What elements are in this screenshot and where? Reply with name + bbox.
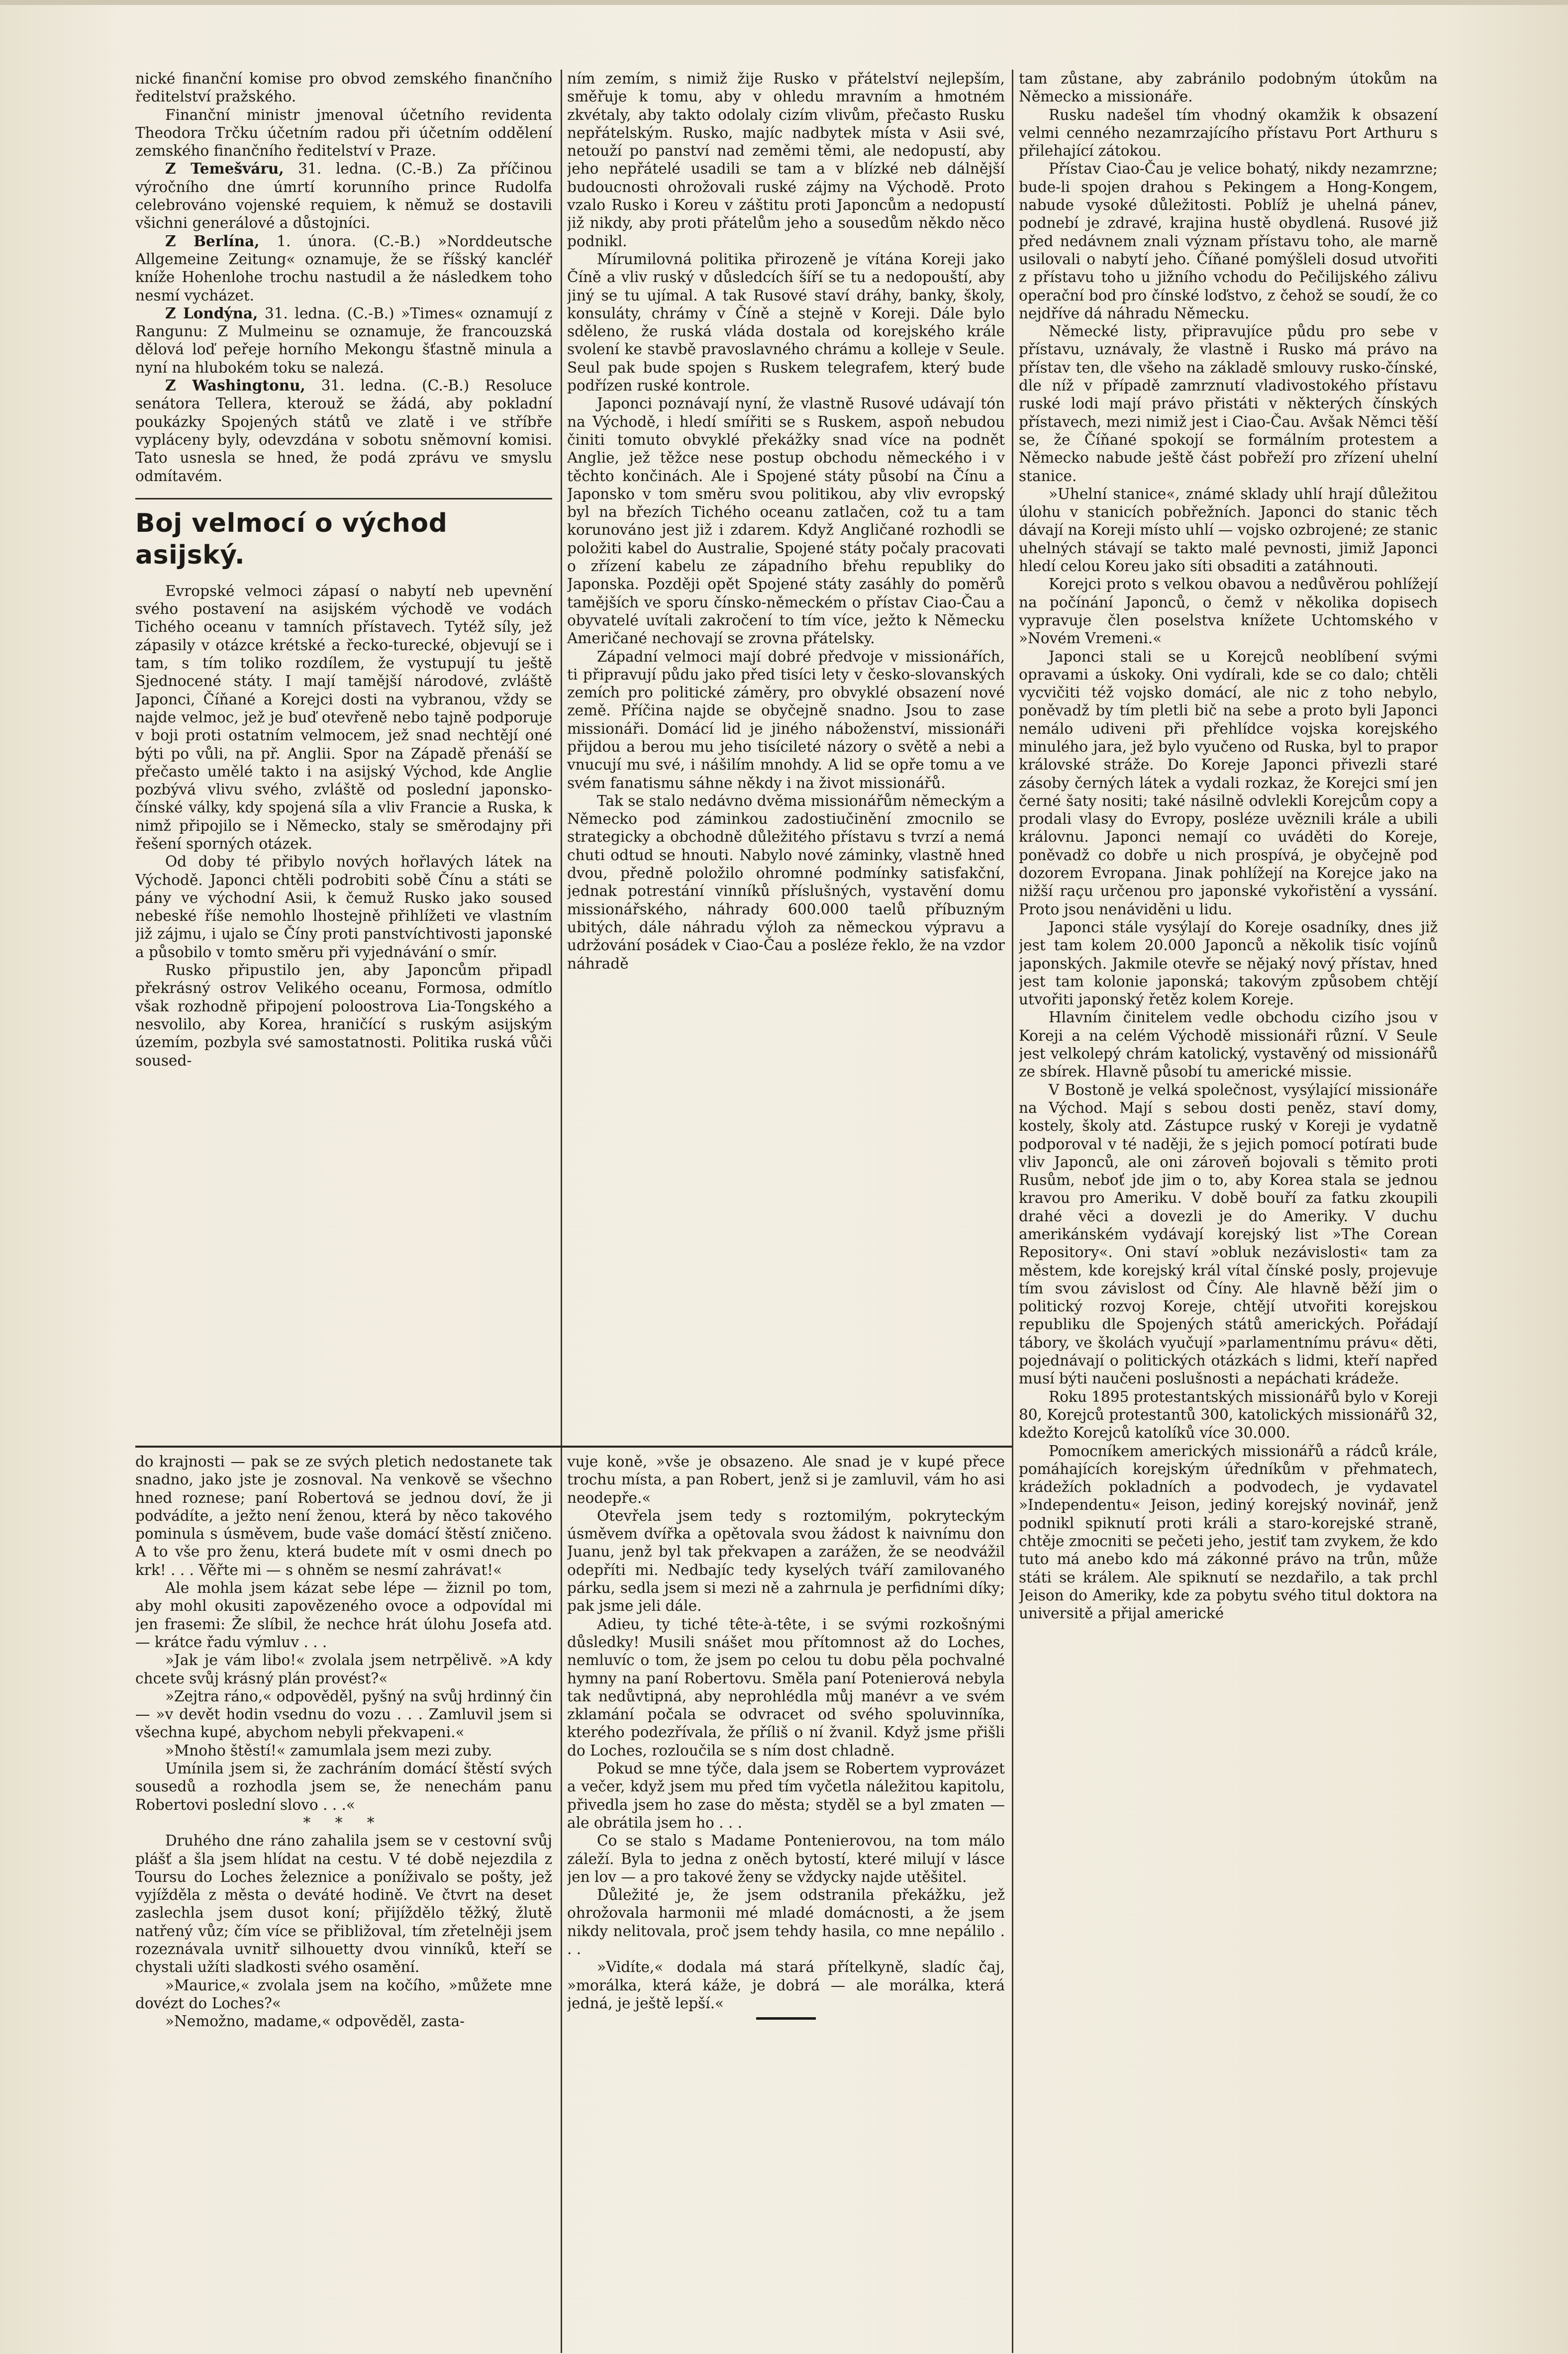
feuilleton-paragraph: »Maurice,« zvolala jsem na kočího, »můžete mne dovézt do Loches?« [135,1976,552,2012]
article-paragraph: ním zemím, s nimiž žije Rusko v přátelství nejlepším, směřuje k tomu, aby v ohledu mravním a hmotném zkvétaly, aby takto odolaly cizím vlivům, přečasto Rusku nepřátelským. Rusko, majíc nadbytek místa v Asii své, netouží po panství nad zeměmi těmi, ale nedopustí, aby jeho nepřátelé usadili se tam a v blízké neb dálnější budoucnosti ohrožovali ruské zájmy na Východě. Proto vzalo Rusko i Koreu v záštitu proti Japoncům a nedopustí již nikdy, aby proti přátelům jeho a sousedům někdo něco podnikl. [567,70,1005,250]
feuilleton-paragraph: Umínila jsem si, že zachráním domácí štěstí svých sousedů a rozhodla jsem se, že nenechám panu Robertovi poslední slovo . . .« [135,1760,552,1813]
page-top-edge [0,0,1568,5]
end-rule [756,2017,816,2020]
article-paragraph: V Bostoně je velká společnost, vysýlající missionáře na Východ. Mají s sebou dosti peněz, staví domy, kostely, školy atd. Zástupce ruský v Koreji je vydatně podporoval v té naději, že s jejich pomocí potírati bude vliv Japonců, ale oni zároveň bojovali s těmito proti Rusům, neboť jde jim o to, aby Korea stala se jednou kravou pro Ameriku. V době bouří za fatku zkoupili drahé věci a dovezli je do Ameriky. V duchu amerikánském vydávají korejský list »The Corean Repository«. Oni staví »obluk nezávislosti« tam za městem, kde korejský král vítal čínské posly, projevuje tím svou závislost od Číny. Ale hlavně běží jim o politický rozvoj Koreje, chtějí utvořiti korejskou republiku dle Spojených států amerických. Pořádají tábory, ve školách vyučují »parlamentnímu právu« děti, pojednávají o politických otázkách s lidmi, kteří napřed musí býti naučeni poslušnosti a nepáchati krádeže. [1019,1081,1438,1387]
column-3-article [1019,70,1438,2348]
feuilleton-separator [135,1446,1012,1448]
article-paragraph: »Uhelní stanice«, známé sklady uhlí hrají důležitou úlohu v stanicích pobřežních. Japonci do stanic těch dávají na Koreji místo uhlí — vojsko ozbrojené; ze stanic uhelných stávají se takto malé pevnosti, jimiž Japonci hledí celou Koreu jako síti obsaditi a zatáhnouti. [1019,485,1438,575]
article-paragraph: Korejci proto s velkou obavou a nedůvěrou pohlížejí na počínání Japonců, o čemž v několika dopisech vypravuje člen poselstva knížete Uchtomského v »Novém Vremeni.« [1019,576,1438,647]
column-rule-2 [1012,70,1013,2353]
news-text: 31. ledna. (C.-B.) Za příčinou výročního dne úmrtí korunního prince Rudolfa celebrováno vojenské requiem, k němuž se dostavili všichni generálové a důstojníci. [135,160,552,232]
article-paragraph: Pomocníkem amerických missionářů a rádců krále, pomáhajících korejským úředníkům v přehmatech, krádežích pokladních a podvodech, je vydavatel »Independentu« Jeison, jediný korejský novinář, jenž podnikl spiknutí proti králi a staro-korejské straně, chtěje zmocniti se pečeti jeho, jestiť tam zvykem, že kdo tuto má anebo kdo má zákonné právo na trůn, může státi se králem. Ale spiknutí se nezdařilo, a tak prchl Jeison do Ameriky, kde za pobytu svého titul doktora na universitě a přijal americké [1019,1442,1438,1622]
feuilleton-paragraph: vuje koně, »vše je obsazeno. Ale snad je v kupé přece trochu místa, a pan Robert, jenž si je zamluvil, vám ho asi neodepře.« [567,1453,1005,1506]
news-paragraph: Finanční ministr jmenoval účetního revidenta Theodora Trčku účetním radou při účetním oddělení zemského finančního ředitelství v Praze. [135,106,552,160]
article-paragraph: Hlavním činitelem vedle obchodu cizího jsou v Koreji a na celém Východě missionáři různí. V Seule jest velkolepý chrám katolický, vystavěný od missionářů ze sbírek. Hlavně působí tu americké missie. [1019,1009,1438,1080]
section-stars: * * * [303,1814,385,1831]
article-paragraph: Rusko připustilo jen, aby Japoncům připadl překrásný ostrov Velikého oceanu, Formosa, odmítlo však rozhodně připojení poloostrova Lia-Tongského a nesvolilo, aby Korea, hraničící s ruským asijským územím, pozbyla své samostatnosti. Politika ruská vůči soused- [135,962,552,1069]
feuilleton-paragraph: do krajnosti — pak se ze svých pletich nedostanete tak snadno, jako jste je zosnoval. Na venkově se všechno hned roznese; paní Robertová se jednou doví, že ji podvádíte, a ježto není ženou, která by něco takového pominula s úsměvem, bude vaše domácí štěstí zničeno. A to vše pro ženu, která budete mít v osmi dnech po krk! . . . Věřte mi — s ohněm se nesmí zahrávat!« [135,1453,552,1578]
dateline: Z Berlína, [165,232,260,250]
feuilleton-column-2 [567,1453,1005,2348]
article-paragraph: Roku 1895 protestantských missionářů bylo v Koreji 80, Korejců protestantů 300, katolických missionářů 32, kdežto Korejců katolíků více 30.000. [1019,1388,1438,1442]
article-paragraph: Přístav Ciao-Čau je velice bohatý, nikdy nezamrzne; bude-li spojen drahou s Pekingem a Hong-Kongem, nabude vysoké důležitosti. Poblíž je uhelná pánev, podnebí je zdravé, krajina hustě obydlená. Rusové již před nedávnem znali význam přístavu toho, ale marně usilovali o nabytí jeho. Číňané pomýšleli dosud utvořiti z přístavu toho u jižního vchodu do Pečilijského zálivu operační bod pro čínské loďstvo, z čehož se soudí, že co nejdříve dá náhradu Německu. [1019,160,1438,322]
feuilleton-column-1 [135,1453,552,2348]
news-text: 31. ledna. (C.-B.) »Times« oznamují z Rangunu: Z Mulmeinu se oznamuje, že francouzská dělová loď peřeje horního Mekongu šťastně minula a nyní na hlubokém toku se nalezá. [135,304,552,376]
news-item [135,160,552,232]
feuilleton-paragraph: Důležité je, že jsem odstranila překážku, jež ohrožovala harmonii mé mladé domácnosti, a že jsem nikdy nelitovala, proč jsem tehdy hasila, co mne nepálilo . . . [567,1886,1005,1958]
dateline: Z Londýna, [165,304,258,322]
column-rule-1 [561,70,562,2353]
news-paragraph: nické finanční komise pro obvod zemského finančního ředitelství pražského. [135,70,552,105]
news-item [135,304,552,377]
feuilleton-paragraph: Adieu, ty tiché tête-à-tête, i se svými rozkošnými důsledky! Musili snášet mou přítomnost až do Loches, nemluvíc o tom, že jsem po celou tu dobu pěla pochvalné hymny na paní Robertovu. Směla paní Potenierová nebyla tak nedůvtipná, aby neprohlédla můj manévr a ve svém zklamání počala se odvracet od svého spoluvinníka, kterého podezřívala, že příliš o ní žvanil. Když jsme přišli do Loches, rozloučila se s ním dost chladně. [567,1615,1005,1759]
article-paragraph: Rusku nadešel tím vhodný okamžik k obsazení velmi cenného nezamrzajícího přístavu Port Arthuru s přilehající zátokou. [1019,106,1438,160]
feuilleton-paragraph: »Zejtra ráno,« odpověděl, pyšný na svůj hrdinný čin — »v devět hodin vsednu do vozu . . . Zamluvil jsem si všechna kupé, abychom nebyli překvapeni.« [135,1687,552,1741]
article-paragraph: Japonci poznávají nyní, že vlastně Rusové udávají tón na Východě, i hledí smířiti se s Ruskem, aspoň nebudou činiti tomuto obvyklé překážky snad více na podnět Anglie, jež těžce nese postup obchodu německého i v těchto končinách. Ale i Spojené státy působí na Čínu a Japonsko v tom směru svou politikou, aby vliv evropský byl na březích Tichého oceanu zatlačen, což tu a tam korunováno jest již i zdarem. Když Angličané rozhodli se položiti kabel do Australie, Spojené státy počaly pracovati o zřízení kabelu ze západního břehu republiky do Japonska. Později opět Spojené státy zasáhly do poměrů tamějších ve sporu čínsko-německém o přístav Ciao-Čau a obyvatelé uvítali zakročení to tím více, ježto k Německu Američané nechovají se zrovna přátelsky. [567,395,1005,647]
feuilleton-paragraph: Ale mohla jsem kázat sebe lépe — žiznil po tom, aby mohl okusiti zapovězeného ovoce a odpovídal mi jen frasemi: Že slíbil, že nechce hrát úlohu Josefa atd. — krátce řadu výmluv . . . [135,1579,552,1651]
news-text: 1. února. (C.-B.) »Norddeutsche Allgemeine Zeitung« oznamuje, že se říšský kancléř kníže Hohenlohe trochu nastudil a že následkem toho nesmí vycházet. [135,232,552,304]
feuilleton-paragraph: Pokud se mne týče, dala jsem se Robertem vyprovázet a večer, když jsem mu před tím vyčetla náležitou kapitolu, přivedla jsem ho zase do města; styděl se a byl zmaten — ale obrátila jsem ho . . . [567,1760,1005,1831]
feuilleton-paragraph: »Vidíte,« dodala má stará přítelkyně, sladíc čaj, »morálka, která káže, je dobrá — ale morálka, která jedná, je ještě lepší.« [567,1959,1005,2012]
news-text: 31. ledna. (C.-B.) Resoluce senátora Tellera, kterouž se žádá, aby pokladní poukázky Spojených států ve zlatě i ve stříbře vypláceny byly, odevzdána v sobotu sněmovní komisi. Tato usnesla se hned, že podá zprávu ve smyslu odmítavém. [135,377,552,485]
news-item [135,232,552,304]
feuilleton-paragraph: »Jak je vám libo!« zvolala jsem netrpělivě. »A kdy chcete svůj krásný plán provést?« [135,1652,552,1687]
article-paragraph: Západní velmoci mají dobré předvoje v missionářích, ti připravují půdu jako před tisíci lety v česko-slovanských zemích pro politické záměry, pro obvyklé obsazení nové země. Příčina najde se obyčejně snadno. Jsou to zase missionáři. Domácí lid je jiného náboženství, missionáři přijdou a berou mu jeho tisícileté názory o světě a nebi a vnucují mu své, i nášilím mnohdy. A lid se opře tomu a ve svém fanatismu sáhne někdy i na život missionářů. [567,648,1005,791]
article-paragraph: Od doby té přibylo nových hořlavých látek na Východě. Japonci chtěli podrobiti sobě Čínu a státi se pány ve východní Asii, k čemuž Rusko jako soused nebeské říše nemohlo lhostejně přihlížeti ve vlastním již zájmu, i ujalo se Číny proti panstvíchtivosti japonské a působilo v tomto směru při vyjednávání o smír. [135,853,552,961]
article-heading: Boj velmocí o východ asijský. [135,498,552,571]
feuilleton-paragraph: Co se stalo s Madame Pontenierovou, na tom málo záleží. Byla to jedna z oněch bytostí, které milují v lásce jen lov — a pro takové ženy se vždycky najde utěšitel. [567,1832,1005,1885]
article-paragraph: Evropské velmoci zápasí o nabytí neb upevnění svého postavení na asijském východě ve vodách Tichého oceanu v tamních přístavech. Tytéž síly, jež zápasily v otázce krétské a řecko-turecké, objevují se i tam, s tím toliko rozdílem, že vystupují tu ještě Sjednocené státy. I mají tamější národové, zvláště Japonci, Číňané a Korejci dosti na vybranou, vždy se najde velmoc, jež je buď otevřeně nebo tajně podporuje v boji proti ostatním velmocem, jež snad nechtějí oné býti po vůli, na př. Anglii. Spor na Západě přenáší se přečasto umělé takto i na asijský Východ, kde Anglie pozbývá vlivu svého, zvláště od poslední japonsko-čínské války, kdy spojená síla a vliv Francie a Ruska, k nimž připojilo se i Německo, staly se směrodajny při řešení sporných otázek. [135,582,552,852]
feuilleton-paragraph: Otevřela jsem tedy s roztomilým, pokryteckým úsměvem dvířka a opětovala svou žádost k naivnímu don Juanu, jenž byl tak překvapen a zarážen, že se neodvážil odepříti mi. Nedbajíc tedy kyselých tváří zamilovaného párku, sedla jsem si mezi ně a zahrnula je perfidními díky; pak jsme jeli dále. [567,1507,1005,1615]
article-paragraph: tam zůstane, aby zabránilo podobným útokům na Německo a missionáře. [1019,70,1438,105]
dateline: Z Temešváru, [165,160,284,178]
article-paragraph: Mírumilovná politika přirozeně je vítána Koreji jako Číně a vliv ruský v důsledcích šíří se tu a nedopouští, aby jiný se tu ujímal. A tak Rusové staví dráhy, banky, školy, konsuláty, chrámy v Číně a stejně v Koreji. Dále bylo sděleno, že ruská vláda dostala od korejského krále svolení ke stavbě pravoslavného chrámu a kolleje v Seule. Seul pak bude spojen s Ruskem telegrafem, který bude podřízen ruské kontrole. [567,250,1005,394]
feuilleton-paragraph: Druhého dne ráno zahalila jsem se v cestovní svůj plášť a šla jsem hlídat na cestu. V té době nejezdila z Toursu do Loches železnice a poníživalo se pošty, jež vyjížděla z města o deváté hodině. Ve čtvrt na deset zaslechla jsem dusot koní; přijíždělo těžký, žlutě natřený vůz; čím více se přibližoval, tím zřetelněji jsem rozeznávala uvnitř silhouetty dvou vinníků, kteří se chystali užíti sladkosti svého osamění. [135,1832,552,1976]
column-1-news [135,70,552,1442]
article-paragraph: Německé listy, připravujíce půdu pro sebe v přístavu, uznávaly, že vlastně i Rusko má právo na přístav ten, dle všeho na základě smlouvy rusko-čínské, dle níž v případě zamrznutí vladivostokého přístavu ruské lodi mají právo přistáti v některých čínských přístavech, mezi nimiž jest i Ciao-Čau. Avšak Němci těší se, že Číňané spokojí se formálním protestem a Německo nabude ještě část pobřeží pro zřízení uhelní stanice. [1019,323,1438,485]
dateline: Z Washingtonu, [165,377,305,394]
feuilleton-paragraph: »Mnoho štěstí!« zamumlala jsem mezi zuby. [165,1742,492,1759]
article-paragraph: Japonci stále vysýlají do Koreje osadníky, dnes již jest tam kolem 20.000 Japonců a několik tisíc vojínů japonských. Jakmile otevře se nějaký nový přístav, hned jest tam kolonie japonská; takovým způsobem chtějí utvořiti japonský řetěz kolem Koreje. [1019,918,1438,1008]
article-paragraph: Japonci stali se u Korejců neoblíbení svými opravami a úskoky. Oni vydírali, kde se co dalo; chtěli vycvičiti též vojsko domácí, ale nic z toho nebylo, poněvadž by tím pletli bič na sebe a proto byli Japonci nemálo udiveni při přehlídce vojska korejského minulého jara, jež bylo vyučeno od Ruska, byl to prapor královské stráže. Do Koreje Japonci přivezli staré zásoby černých látek a vydali rozkaz, že Korejci smí jen černé šaty nositi; také násilně odvlekli Korejcům copy a prodali vlasy do Evropy, posléze uvěznili krále a ubili královnu. Japonci nemají co uváděti do Koreje, poněvadž co dobře u nich prospívá, je obyčejně pod dozorem Evropana. Jinak pohlížejí na Korejce jako na nižší raçu určenou pro japonské vykořistění a vyssání. Proto jsou nenáviděni u lidu. [1019,648,1438,918]
news-item [135,377,552,485]
feuilleton-paragraph: »Nemožno, madame,« odpověděl, zasta- [165,2013,465,2030]
article-paragraph: Tak se stalo nedávno dvěma missionářům německým a Německo pod záminkou zadostiučinění zmocnilo se strategicky a obchodně důležitého přístavu s tvrzí a nemá chuti odtud se hnouti. Nabylo nové záminky, vlastně hned dvou, předně položilo ohromné podmínky satisfakční, jednak potrestání vinníků příslušných, vystavění domu missionářského, náhrady 600.000 taelů příbuzným ubitých, dále náhradu výloh za německou výpravu a udržování posádek v Ciao-Čau a posléze řeklo, že na vzdor náhradě [567,792,1005,972]
column-2-article [567,70,1005,1442]
